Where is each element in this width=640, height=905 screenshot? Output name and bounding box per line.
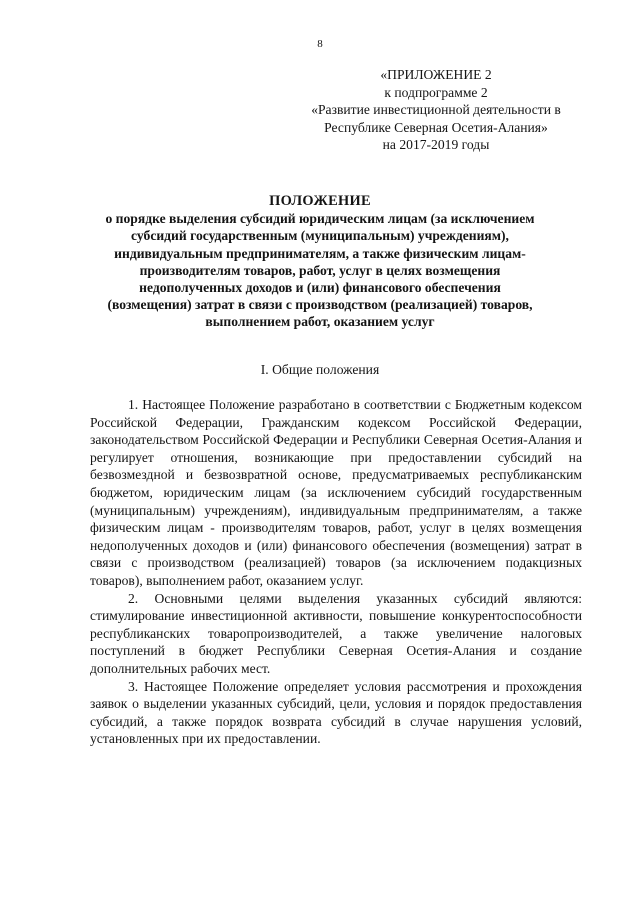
section-body [90, 396, 582, 748]
appendix-line-2: к подпрограмме 2 [384, 84, 488, 100]
section-heading: I. Общие положения [260, 362, 380, 377]
appendix-line-3: «Развитие инвестиционной деятельности в [311, 102, 561, 118]
document-title [60, 193, 580, 331]
appendix-line-4: Республике Северная Осетия-Алания» [324, 119, 548, 135]
document-title-line: производителям товаров, работ, услуг в целях возмещения [139, 262, 501, 278]
document-title-line: субсидий государственным (муниципальным) учреждениям), [131, 228, 509, 244]
appendix-line-5: на 2017-2019 годы [382, 137, 490, 153]
paragraph-3: 3. Настоящее Положение определяет условия рассмотрения и прохождения заявок о выделении указанных субсидий, цели, условия и порядок предоставления субсидий, а также порядок возврата субсидий в случае нарушения условий, установленных при их предоставлении. [90, 678, 582, 747]
document-title-line: индивидуальным предпринимателям, а также физическим лицам- [114, 245, 526, 261]
page-number: 8 [317, 38, 323, 50]
appendix-reference [286, 66, 586, 154]
document-title-main: ПОЛОЖЕНИЕ [269, 193, 371, 209]
appendix-line-1: «ПРИЛОЖЕНИЕ 2 [380, 67, 492, 82]
document-title-line: о порядке выделения субсидий юридическим лицам (за исключением [105, 211, 535, 227]
document-title-line: недополученных доходов и (или) финансового обеспечения [139, 280, 501, 296]
paragraph-1: 1. Настоящее Положение разработано в соответствии с Бюджетным кодексом Российской Федерации, Гражданским кодексом Российской Федерации, законодательством Российской Федерации и Республики Северная Осетия-Алания и регулирует отношения, возникающие при предоставлении субсидий на безвозмездной и безвозвратной основе, предусматриваемых республиканским бюджетом, юридическим лицам (за исключением субсидий государственным (муниципальным) учреждениям), индивидуальным предпринимателям, а также физическим лицам - производителям товаров, работ, услуг в целях возмещения недополученных доходов и (или) финансового обеспечения (возмещения) затрат в связи с производством (реализацией) товаров (за исключением подакцизных товаров), выполнением работ, оказанием услуг. [90, 397, 582, 588]
document-title-line: выполнением работ, оказанием услуг [205, 314, 435, 330]
paragraph-2: 2. Основными целями выделения указанных субсидий являются: стимулирование инвестиционной активности, повышение конкурентоспособности республиканских товаропроизводителей, а также увеличение налоговых поступлений в бюджет Республики Северная Осетия-Алания и создание дополнительных рабочих мест. [90, 590, 582, 676]
document-title-line: (возмещения) затрат в связи с производством (реализацией) товаров, [107, 297, 533, 313]
